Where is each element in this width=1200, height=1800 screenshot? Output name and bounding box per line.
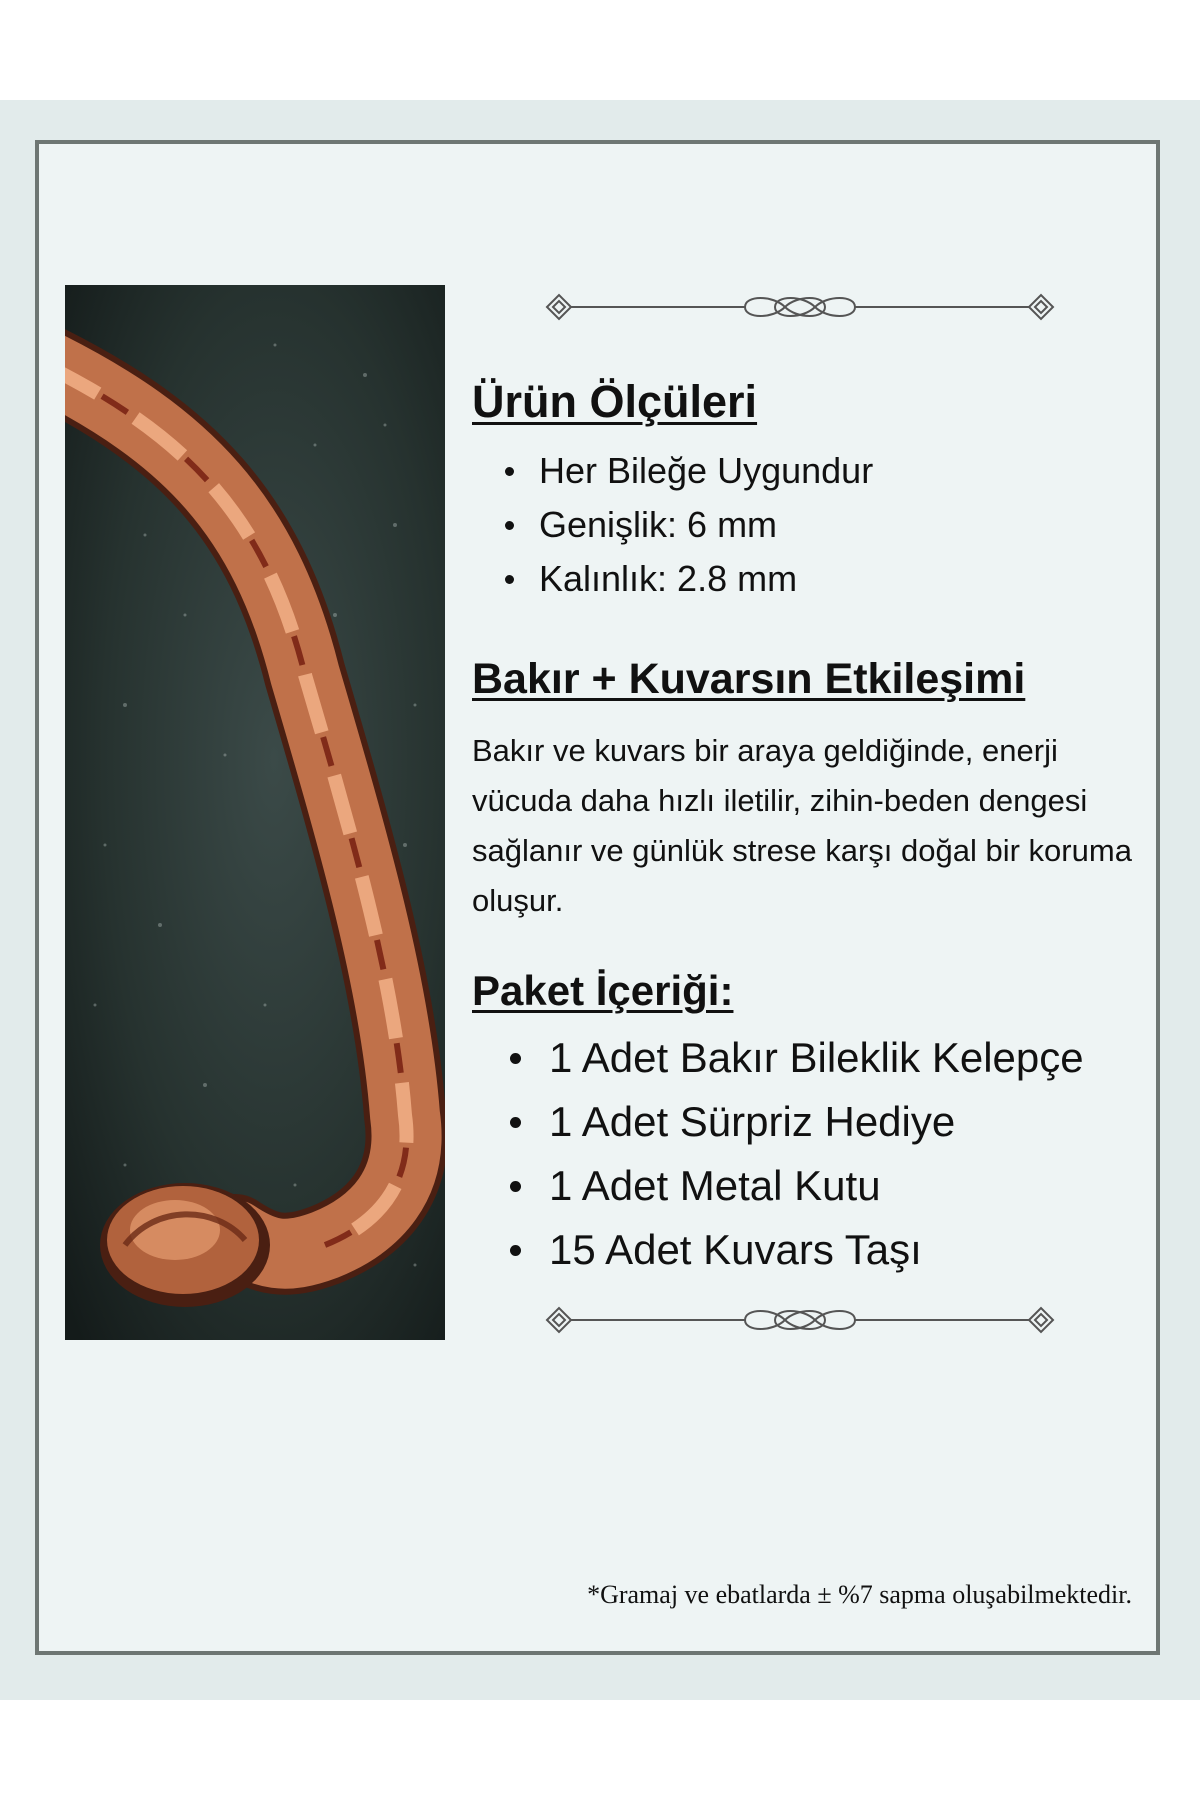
list-item: Her Bileğe Uygundur — [472, 444, 1152, 498]
interaction-text: Bakır ve kuvars bir araya geldiğinde, enerji vücuda daha hızlı iletilir, zihin-beden dengesi sağlanır ve günlük strese karşı doğal bir koruma oluşur. — [472, 733, 1132, 918]
list-item: 15 Adet Kuvars Taşı — [472, 1218, 1152, 1282]
package-title: Paket İçeriği: — [472, 967, 734, 1014]
ornamental-divider-icon — [545, 285, 1055, 329]
dimensions-list — [472, 444, 1152, 606]
ornamental-divider-icon — [545, 1298, 1055, 1342]
footnote: *Gramaj ve ebatlarda ± %7 sapma oluşabilmektedir. — [587, 1580, 1132, 1609]
list-item: Genişlik: 6 mm — [472, 498, 1152, 552]
interaction-title: Bakır + Kuvarsın Etkileşimi — [472, 655, 1026, 703]
package-list — [472, 1026, 1152, 1282]
list-item: Kalınlık: 2.8 mm — [472, 552, 1152, 606]
copper-bracelet-photo — [65, 285, 445, 1340]
list-item: 1 Adet Metal Kutu — [472, 1154, 1152, 1218]
product-details — [472, 372, 1152, 1282]
list-item: 1 Adet Bakır Bileklik Kelepçe — [472, 1026, 1152, 1090]
dimensions-title: Ürün Ölçüleri — [472, 376, 758, 427]
list-item: 1 Adet Sürpriz Hediye — [472, 1090, 1152, 1154]
